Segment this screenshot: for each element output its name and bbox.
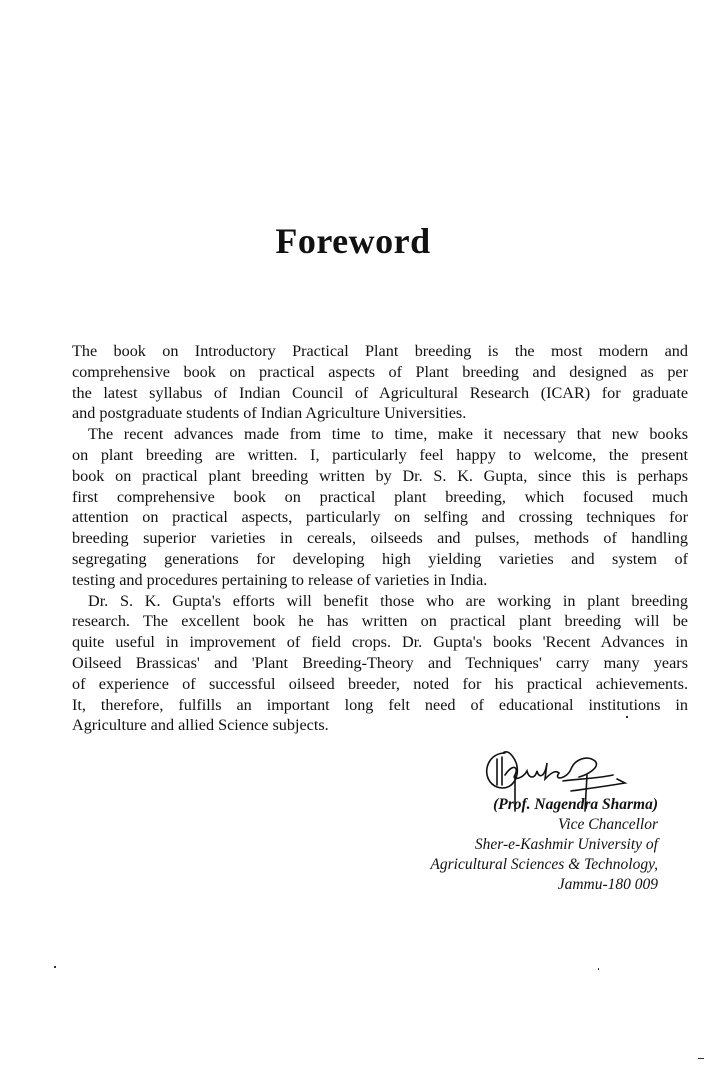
text-line: Agriculture and allied Science subjects.: [72, 716, 329, 735]
scan-speck: [626, 716, 628, 718]
scan-speck: [598, 968, 599, 970]
text-line: It, therefore, fulfills an important long felt need of educational institutions in: [72, 695, 688, 714]
text-line: testing and procedures pertaining to release of varieties in India.: [72, 570, 488, 589]
signatory-institution-1: Sher-e-Kashmir University of: [474, 836, 658, 853]
page-title: Foreword: [275, 221, 431, 261]
scan-speck: [54, 966, 56, 968]
signature-block: [430, 795, 658, 895]
text-line: first comprehensive book on practical plant breeding, which focused much: [72, 487, 688, 506]
signatory-location: Jammu-180 009: [557, 876, 658, 893]
text-line: book on practical plant breeding written by Dr. S. K. Gupta, since this is perhaps: [72, 466, 688, 485]
text-line: attention on practical aspects, particularly on selfing and crossing techniques for: [72, 508, 688, 527]
signatory-institution-2: Agricultural Sciences & Technology,: [430, 856, 658, 873]
text-line: comprehensive book on practical aspects of Plant breeding and designed as per: [72, 362, 688, 381]
signatory-name: (Prof. Nagendra Sharma): [493, 796, 658, 813]
paragraph-1: [72, 341, 688, 424]
scan-speck: [698, 1058, 704, 1059]
text-line: research. The excellent book he has written on practical plant breeding will be: [72, 612, 688, 631]
text-line: segregating generations for developing high yielding varieties and system of: [72, 549, 688, 568]
text-line: quite useful in improvement of field crops. Dr. Gupta's books 'Recent Advances in: [72, 633, 688, 652]
text-line: Dr. S. K. Gupta's efforts will benefit those who are working in plant breeding: [88, 591, 688, 610]
text-line: breeding superior varieties in cereals, oilseeds and pulses, methods of handling: [72, 529, 688, 548]
signatory-position: Vice Chancellor: [557, 816, 658, 833]
text-line: of experience of successful oilseed breeder, noted for his practical achievements.: [72, 674, 688, 693]
paragraph-3: [72, 591, 688, 737]
text-line: The book on Introductory Practical Plant breeding is the most modern and: [72, 342, 688, 360]
paragraph-2: [72, 424, 688, 590]
text-line: The recent advances made from time to time, make it necessary that new books: [88, 425, 688, 444]
text-line: the latest syllabus of Indian Council of Agricultural Research (ICAR) for graduate: [72, 383, 688, 402]
text-line: Oilseed Brassicas' and 'Plant Breeding-Theory and Techniques' carry many years: [72, 653, 688, 672]
text-line: and postgraduate students of Indian Agriculture Universities.: [72, 404, 467, 423]
text-line: on plant breeding are written. I, particularly feel happy to welcome, the present: [72, 445, 688, 464]
foreword-body: [72, 341, 688, 736]
